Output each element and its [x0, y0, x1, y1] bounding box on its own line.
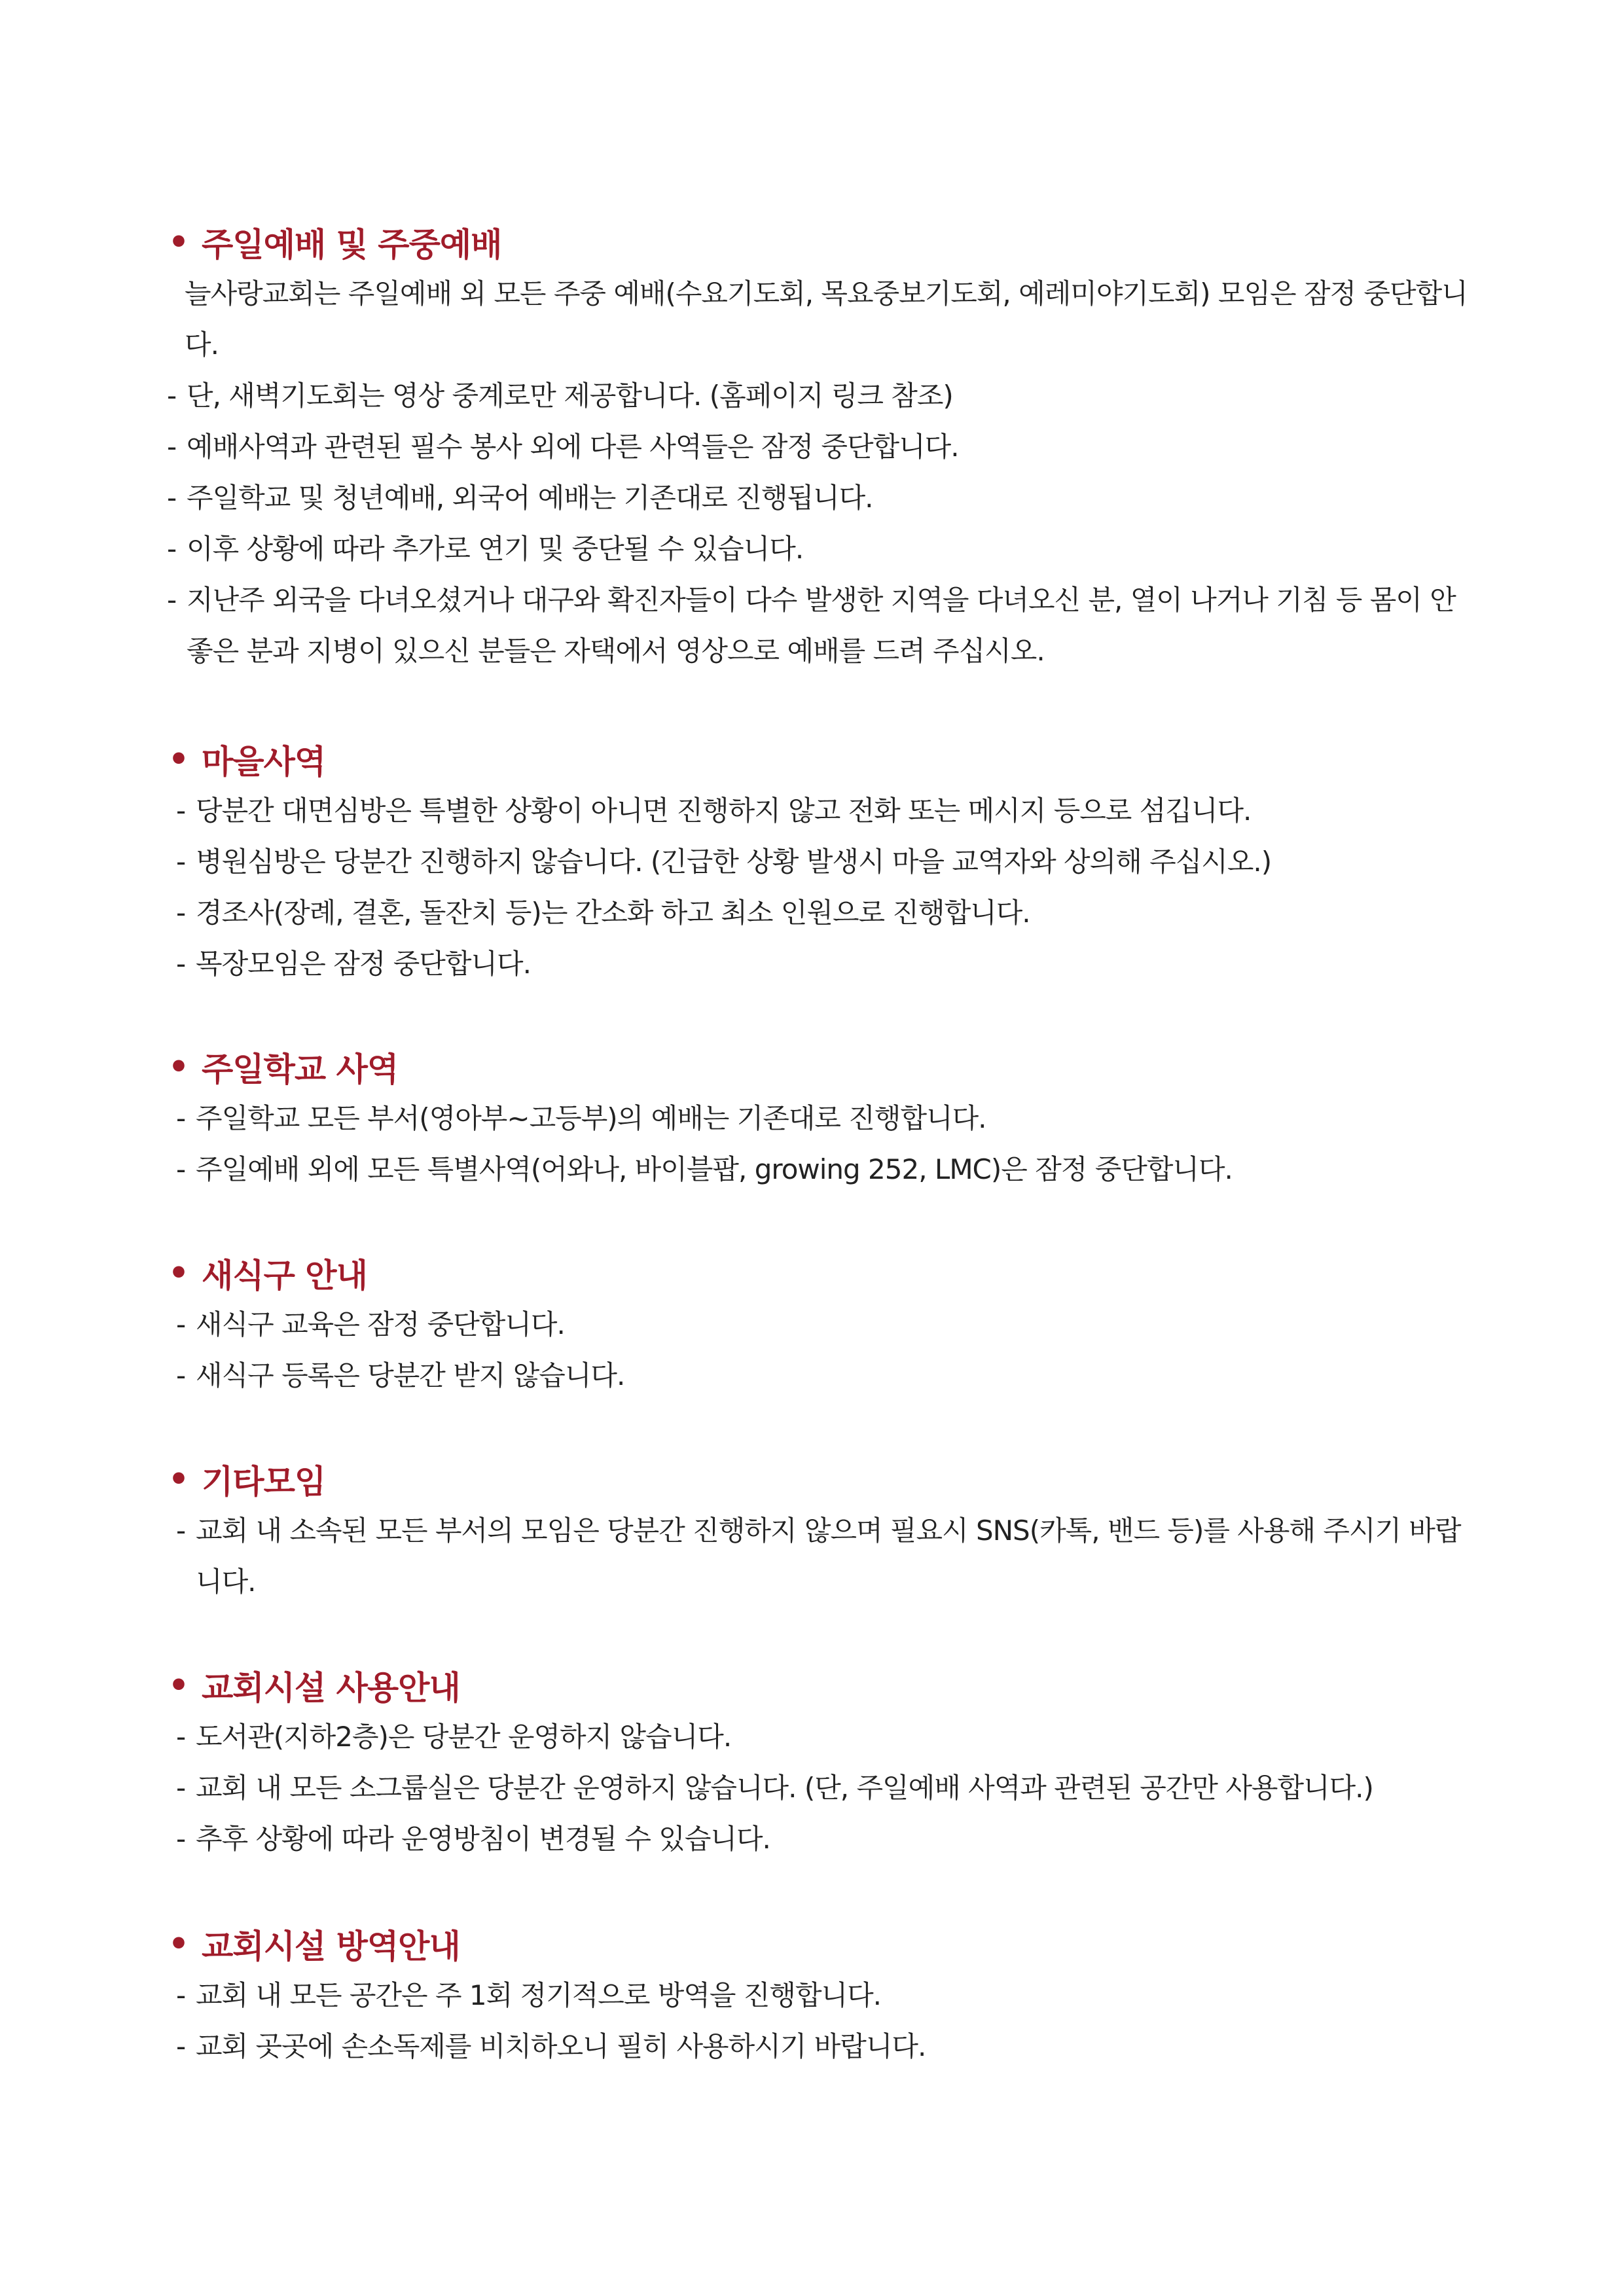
section-facility-use: [167, 1659, 1470, 1865]
list-item-text: 주일학교 및 청년예배, 외국어 예배는 기존대로 진행됩니다.: [187, 482, 873, 514]
dash-icon: -: [176, 1979, 186, 2011]
dash-icon: -: [176, 795, 186, 827]
dash-icon: -: [167, 482, 177, 514]
list-item-text: 교회 곳곳에 손소독제를 비치하오니 필히 사용하시기 바랍니다.: [196, 2030, 926, 2062]
list-item: [167, 1970, 1470, 2021]
section-intro: 늘사랑교회는 주일예배 외 모든 주중 예배(수요기도회, 목요중보기도회, 예레미야기도회) 모임은 잠정 중단합니다.: [185, 278, 1468, 361]
dash-icon: -: [176, 1359, 186, 1391]
bullet-icon: •: [168, 1460, 189, 1498]
list-item-text: 예배사역과 관련된 필수 봉사 외에 다른 사역들은 잠정 중단합니다.: [187, 431, 959, 463]
list-item: [167, 1144, 1470, 1195]
bullet-icon: •: [168, 1925, 189, 1963]
dash-icon: -: [176, 846, 186, 878]
dash-icon: -: [176, 948, 186, 980]
list-item-text: 당분간 대면심방은 특별한 상황이 아니면 진행하지 않고 전화 또는 메시지 등으로 섬깁니다.: [196, 795, 1252, 827]
list-item: [167, 888, 1470, 939]
list-item-text: 목장모임은 잠정 중단합니다.: [196, 948, 531, 980]
list-item-text: 새식구 교육은 잠정 중단합니다.: [196, 1308, 565, 1340]
section-heading: [167, 1041, 1470, 1093]
section-title: 교회시설 사용안내: [201, 1669, 460, 1707]
list-item-text: 단, 새벽기도회는 영상 중계로만 제공합니다. (홈페이지 링크 참조): [187, 380, 953, 412]
section-heading: [167, 1453, 1470, 1505]
section-title: 교회시설 방역안내: [201, 1928, 460, 1965]
list-item-text: 교회 내 모든 공간은 주 1회 정기적으로 방역을 진행합니다.: [196, 1979, 882, 2011]
dash-icon: -: [176, 897, 186, 929]
section-title: 주일학교 사역: [201, 1050, 399, 1088]
bullet-icon: •: [168, 1254, 189, 1292]
dash-icon: -: [176, 1515, 186, 1547]
dash-icon: -: [167, 533, 177, 565]
list-item: [167, 785, 1470, 836]
dash-icon: -: [167, 380, 177, 412]
section-title: 기타모임: [201, 1463, 326, 1501]
list-item: [167, 524, 1470, 575]
section-heading: [167, 1918, 1470, 1970]
bullet-icon: •: [168, 740, 189, 778]
list-item: [167, 2021, 1470, 2072]
list-item: [167, 575, 1470, 677]
section-heading: [167, 1659, 1470, 1712]
section-title: 마을사역: [201, 743, 326, 781]
list-item: [167, 1763, 1470, 1814]
section-newcomer: [167, 1247, 1470, 1401]
list-item-text: 주일학교 모든 부서(영아부~고등부)의 예배는 기존대로 진행합니다.: [196, 1102, 986, 1134]
dash-icon: -: [176, 1721, 186, 1753]
section-heading: [167, 216, 1470, 268]
bullet-icon: •: [168, 1048, 189, 1086]
list-item: [167, 1505, 1470, 1607]
dash-icon: -: [176, 1772, 186, 1804]
section-title: 새식구 안내: [201, 1257, 367, 1295]
section-title: 주일예배 및 주중예배: [201, 226, 502, 264]
list-item-text: 경조사(장례, 결혼, 돌잔치 등)는 간소화 하고 최소 인원으로 진행합니다.: [196, 897, 1030, 929]
list-item: [167, 1814, 1470, 1865]
dash-icon: -: [176, 1308, 186, 1340]
list-item: [167, 1712, 1470, 1763]
list-item-text: 새식구 등록은 당분간 받지 않습니다.: [196, 1359, 625, 1391]
list-item-text: 도서관(지하2층)은 당분간 운영하지 않습니다.: [196, 1721, 732, 1753]
list-item: [167, 370, 1470, 422]
list-item: [167, 1350, 1470, 1401]
section-other-meetings: [167, 1453, 1470, 1607]
dash-icon: -: [176, 1823, 186, 1855]
section-heading: [167, 733, 1470, 785]
section-worship: [167, 216, 1470, 677]
list-item: [167, 939, 1470, 990]
list-item-text: 병원심방은 당분간 진행하지 않습니다. (긴급한 상황 발생시 마을 교역자와 상의해 주십시오.): [196, 846, 1272, 878]
section-village-ministry: [167, 733, 1470, 990]
dash-icon: -: [167, 584, 177, 616]
bullet-icon: •: [168, 223, 189, 261]
list-item-text: 교회 내 소속된 모든 부서의 모임은 당분간 진행하지 않으며 필요시 SNS(카톡, 밴드 등)를 사용해 주시기 바랍니다.: [196, 1515, 1461, 1598]
list-item: [167, 422, 1470, 473]
list-item-text: 이후 상황에 따라 추가로 연기 및 중단될 수 있습니다.: [187, 533, 804, 565]
list-item: [167, 836, 1470, 888]
bullet-icon: •: [168, 1666, 189, 1704]
list-item-text: 추후 상황에 따라 운영방침이 변경될 수 있습니다.: [196, 1823, 770, 1855]
list-item-text: 지난주 외국을 다녀오셨거나 대구와 확진자들이 다수 발생한 지역을 다녀오신 분, 열이 나거나 기침 등 몸이 안 좋은 분과 지병이 있으신 분들은 자택에서 영상으로 예배를 드려 주십시오.: [187, 584, 1456, 667]
section-sunday-school: [167, 1041, 1470, 1195]
dash-icon: -: [167, 431, 177, 463]
dash-icon: -: [176, 2030, 186, 2062]
list-item: [167, 1093, 1470, 1144]
section-facility-disinfection: [167, 1918, 1470, 2072]
list-item-text: 교회 내 모든 소그룹실은 당분간 운영하지 않습니다. (단, 주일예배 사역과 관련된 공간만 사용합니다.): [196, 1772, 1373, 1804]
section-heading: [167, 1247, 1470, 1299]
list-item: [167, 473, 1470, 524]
dash-icon: -: [176, 1102, 186, 1134]
list-item: [167, 1299, 1470, 1350]
dash-icon: -: [176, 1153, 186, 1185]
list-item-text: 주일예배 외에 모든 특별사역(어와나, 바이블팝, growing 252, LMC)은 잠정 중단합니다.: [196, 1153, 1233, 1185]
